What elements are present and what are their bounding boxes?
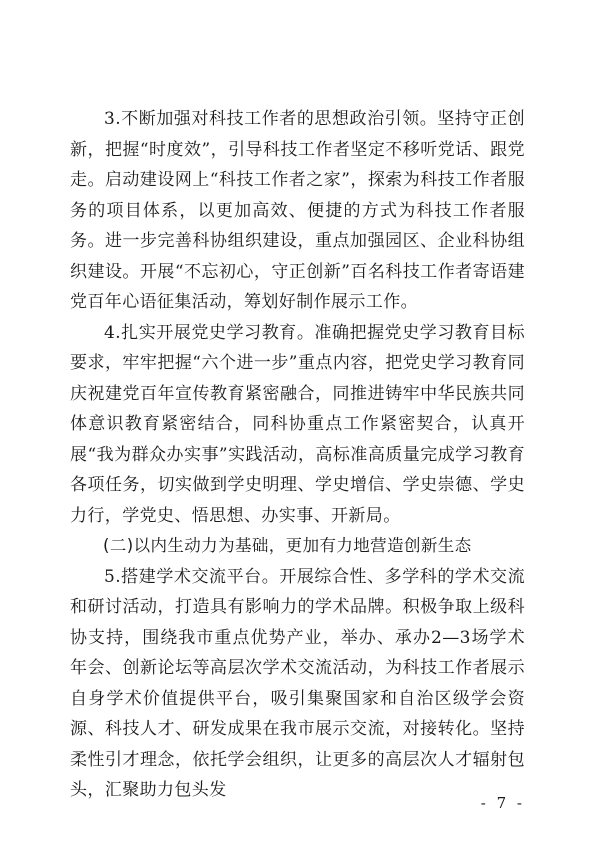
paragraph-item-5: 5.搭建学术交流平台。开展综合性、多学科的学术交流和研讨活动，打造具有影响力的学术品牌。积极争取上级科协支持，围绕我市重点优势产业，举办、承办2—3场学术年会、创新论坛等高层次学术交流活动，为科技工作者展示自身学术价值提供平台，吸引集聚国家和自治区级学会资源、科技人才、研发成果在我市展示交流，对接转化。坚持柔性引才理念，依托学会组织，让更多的高层次人才辐射包头，汇聚助力包头发 (70, 566, 525, 800)
paragraph-item-4: 4.扎实开展党史学习教育。准确把握党史学习教育目标要求，牢牢把握“六个进一步”重点内容，把党史学习教育同庆祝建党百年宣传教育紧密融合，同推进铸牢中华民族共同体意识教育紧密结合，同科协重点工作紧密契合，认真开展“我为群众办实事”实践活动，高标准高质量完成学习教育各项任务，切实做到学史明理、学史增信、学史崇德、学史力行，学党史、悟思想、办实事、开新局。 (70, 322, 525, 526)
body-text (70, 104, 525, 806)
page-number: - 7 - (480, 794, 525, 812)
section-heading: (二)以内生动力为基础，更加有力地营造创新生态 (103, 536, 472, 555)
paragraph-item-3: 3.不断加强对科技工作者的思想政治引领。坚持守正创新，把握“时度效”，引导科技工作者坚定不移听党话、跟党走。启动建设网上“科技工作者之家”，探索为科技工作者服务的项目体系，以更加高效、便捷的方式为科技工作者服务。进一步完善科协组织建设，重点加强园区、企业科协组织建设。开展“不忘初心，守正创新”百名科技工作者寄语建党百年心语征集活动，筹划好制作展示工作。 (70, 109, 525, 312)
